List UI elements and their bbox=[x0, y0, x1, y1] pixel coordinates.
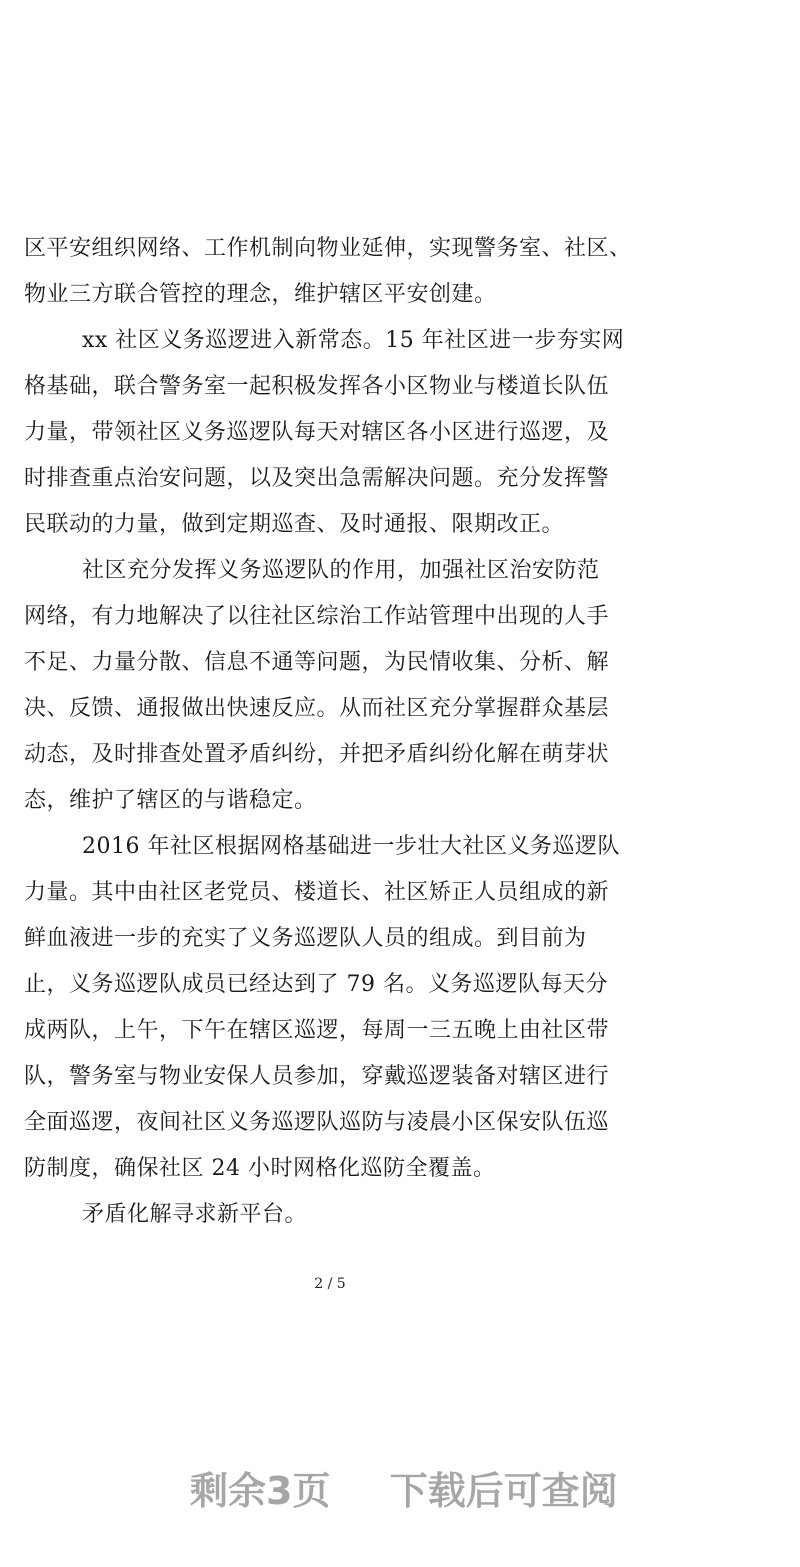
text-line: 社区充分发挥义务巡逻队的作用，加强社区治安防范 bbox=[82, 558, 600, 583]
text-line: 格基础，联合警务室一起积极发挥各小区物业与楼道长队伍 bbox=[24, 374, 610, 399]
text-line: 成两队，上午，下午在辖区巡逻，每周一三五晚上由社区带 bbox=[24, 1018, 610, 1043]
text-line: 时排查重点治安问题，以及突出急需解决问题。充分发挥警 bbox=[24, 466, 610, 491]
remaining-pages-label: 剩余3页 bbox=[190, 1469, 331, 1513]
text-line: 态，维护了辖区的与谐稳定。 bbox=[24, 788, 317, 813]
text-line: 民联动的力量，做到定期巡查、及时通报、限期改正。 bbox=[24, 512, 565, 537]
text-line: 力量。其中由社区老党员、楼道长、社区矫正人员组成的新 bbox=[24, 880, 610, 905]
text-line: 网络，有力地解决了以往社区综治工作站管理中出现的人手 bbox=[24, 604, 610, 629]
paragraph bbox=[24, 318, 644, 548]
text-line: 2016 年社区根据网格基础进一步壮大社区义务巡逻队 bbox=[82, 834, 620, 859]
text-line: 区平安组织网络、工作机制向物业延伸，实现警务室、社区、 bbox=[24, 236, 632, 261]
text-line: 全面巡逻，夜间社区义务巡逻队巡防与凌晨小区保安队伍巡 bbox=[24, 1110, 610, 1135]
paragraph bbox=[24, 824, 644, 1192]
paragraph bbox=[24, 226, 644, 318]
document-body bbox=[24, 226, 644, 1238]
text-line: 鲜血液进一步的充实了义务巡逻队人员的组成。到目前为 bbox=[24, 926, 587, 951]
text-line: 决、反馈、通报做出快速反应。从而社区充分掌握群众基层 bbox=[24, 696, 610, 721]
paragraph bbox=[24, 548, 644, 824]
text-line: 矛盾化解寻求新平台。 bbox=[82, 1202, 308, 1227]
download-to-view-label: 下载后可查阅 bbox=[389, 1469, 618, 1513]
page-number: 2 / 5 bbox=[314, 1276, 346, 1292]
paragraph bbox=[24, 1192, 644, 1238]
text-line: 止，义务巡逻队成员已经达到了 79 名。义务巡逻队每天分 bbox=[24, 972, 608, 997]
text-line: 物业三方联合管控的理念，维护辖区平安创建。 bbox=[24, 282, 497, 307]
text-line: 力量，带领社区义务巡逻队每天对辖区各小区进行巡逻，及 bbox=[24, 420, 610, 445]
text-line: 不足、力量分散、信息不通等问题，为民情收集、分析、解 bbox=[24, 650, 610, 675]
download-prompt-banner[interactable] bbox=[190, 1466, 650, 1516]
text-line: 动态，及时排查处置矛盾纠纷，并把矛盾纠纷化解在萌芽状 bbox=[24, 742, 610, 767]
text-line: xx 社区义务巡逻进入新常态。15 年社区进一步夯实网 bbox=[82, 328, 625, 353]
text-line: 队，警务室与物业安保人员参加，穿戴巡逻装备对辖区进行 bbox=[24, 1064, 610, 1089]
text-line: 防制度，确保社区 24 小时网格化巡防全覆盖。 bbox=[24, 1156, 496, 1181]
